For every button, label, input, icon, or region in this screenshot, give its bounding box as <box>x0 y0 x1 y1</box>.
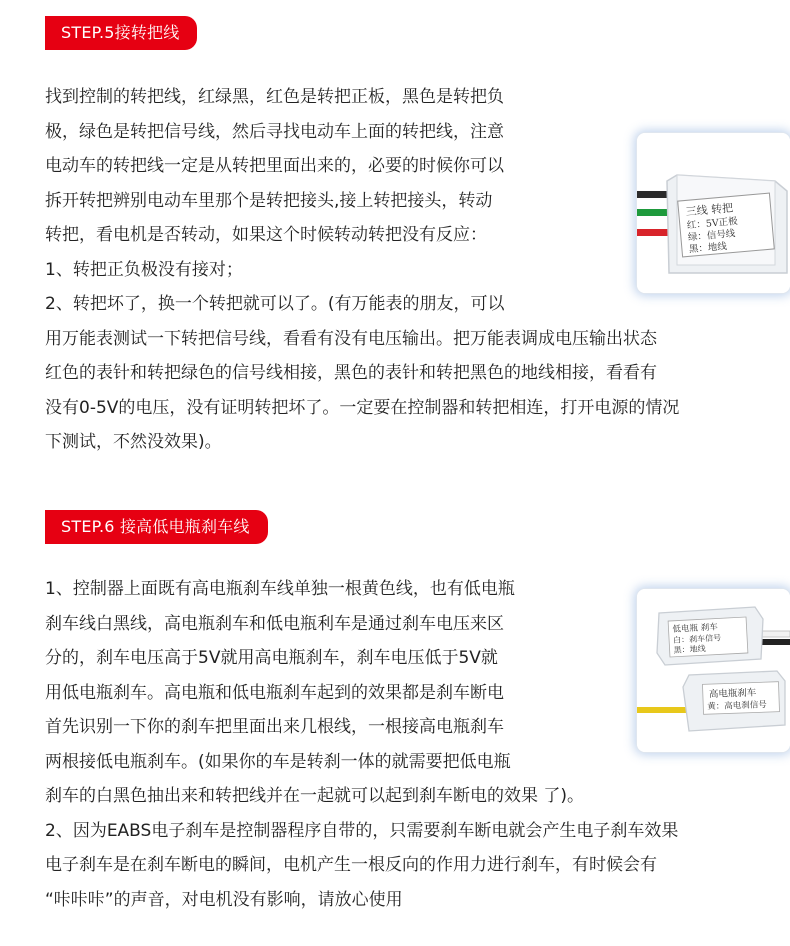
step5-line: 红色的表针和转把绿色的信号线相接，黑色的表针和转把黑色的地线相接，看看有 <box>45 363 657 383</box>
step5-line: 下测试，不然没效果)。 <box>45 432 222 452</box>
throttle-label-green: 绿：信号线 <box>687 228 736 244</box>
step5-line: 1、转把正负极没有接对； <box>45 259 243 280</box>
throttle-connector-photo <box>637 133 790 293</box>
high-brake-label-yellow: 黄：高电刹信号 <box>707 700 767 713</box>
step6-line: “咔咔咔”的声音，对电机没有影响，请放心使用 <box>45 889 403 910</box>
step6-line: 两根接低电瓶刹车。(如果你的车是转刹一体的就需要把低电瓶 <box>45 751 511 772</box>
step5-line: 用万能表测试一下转把信号线，看看有没有电压输出。把万能表调成电压输出状态 <box>45 328 657 349</box>
step6-line: 电子刹车是在刹车断电的瞬间，电机产生一根反向的作用力进行刹车，有时候会有 <box>45 855 657 875</box>
high-brake-label-title: 高电瓶刹车 <box>708 687 757 701</box>
step6-line: 刹车的白黑色抽出来和转把线并在一起就可以起到刹车断电的效果 了)。 <box>45 786 585 806</box>
brake-connector-illustration <box>637 589 790 752</box>
step6-line: 首先识别一下你的刹车把里面出来几根线，一根接高电瓶刹车 <box>45 717 504 737</box>
step6-line: 刹车线白黑线，高电瓶刹车和低电瓶利车是通过刹车电压来区 <box>45 613 504 634</box>
throttle-label-black: 黑：地线 <box>688 241 728 256</box>
step6-line: 分的，刹车电压高于5V就用高电瓶刹车，刹车电压低于5V就 <box>45 648 498 668</box>
step5-line: 2、转把坏了，换一个转把就可以了。(有万能表的朋友，可以 <box>45 294 505 314</box>
low-brake-label-black: 黑：地线 <box>673 644 706 655</box>
step5-line: 极，绿色是转把信号线，然后寻找电动车上面的转把线，注意 <box>45 121 504 142</box>
throttle-label-red: 红：5V正极 <box>686 215 739 232</box>
low-brake-label-title: 低电瓶 刹车 <box>672 622 718 635</box>
throttle-connector-illustration <box>637 133 790 293</box>
step6-line: 2、因为EABS电子刹车是控制器程序自带的，只需要刹车断电就会产生电子刹车效果 <box>45 820 679 841</box>
step5-text <box>45 80 679 460</box>
step5-line: 找到控制的转把线，红绿黑，红色是转把正板，黑色是转把负 <box>45 87 504 107</box>
step5-line: 拆开转把辨别电动车里那个是转把接头,接上转把接头，转动 <box>45 190 493 211</box>
step5-line: 没有0-5V的电压，没有证明转把坏了。一定要在控制器和转把相连，打开电源的情况 <box>45 397 680 418</box>
step5-line: 转把，看电机是否转动，如果这个时候转动转把没有反应： <box>45 225 487 245</box>
step5-line: 电动车的转把线一定是从转把里面出来的，必要的时候你可以 <box>45 156 504 176</box>
step6-text <box>45 572 678 917</box>
low-brake-label-white: 白：刹车信号 <box>672 633 722 645</box>
step6-line: 用低电瓶刹车。高电瓶和低电瓶刹车起到的效果都是刹车断电 <box>45 682 504 703</box>
step5-badge: STEP.5接转把线 <box>45 16 197 50</box>
step6-line: 1、控制器上面既有高电瓶刹车线单独一根黄色线，也有低电瓶 <box>45 579 515 599</box>
throttle-label-title: 三线 转把 <box>685 201 734 219</box>
brake-connector-photo <box>637 589 790 752</box>
step6-badge: STEP.6 接高低电瓶刹车线 <box>45 510 268 544</box>
